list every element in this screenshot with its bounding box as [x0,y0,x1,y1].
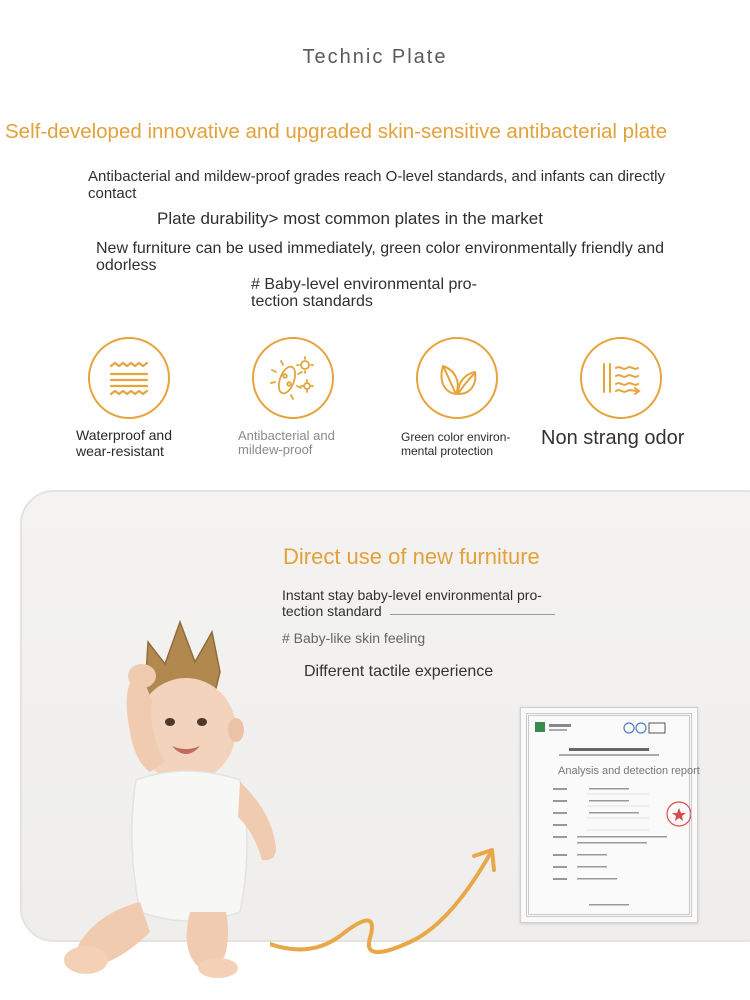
bacteria-icon [267,352,319,404]
detection-report-document [520,707,698,923]
odor-icon [595,352,647,404]
feature-label-green: Green color environ-mental protection [401,430,511,458]
feature-circle-antibacterial [252,337,334,419]
divider [390,614,555,615]
headline: Self-developed innovative and upgraded skin-sensitive antibacterial plate [5,120,668,143]
feature-label-odor: Non strang odor [541,427,685,449]
leaves-icon [431,352,483,404]
baby-photo [40,612,300,984]
waves-icon [103,352,155,404]
feature-circle-waterproof [88,337,170,419]
card-line-skin-feeling: # Baby-like skin feeling [282,630,426,646]
intro-line-durability: Plate durability> most common plates in the market [157,209,543,228]
report-illustration [529,716,691,916]
card-line-tactile: Different tactile experience [304,663,494,680]
section-title: Technic Plate [302,46,448,68]
intro-line-antibacterial: Antibacterial and mildew-proof grades reach O-level standards, and infants can directly contact [88,168,665,202]
report-border [526,713,692,917]
card-line-instant-stay: Instant stay baby-level environmental pro-tection standard [282,587,542,619]
intro-line-new-furniture: New furniture can be used immediately, green color environmentally friendly and odorless [96,240,664,274]
feature-label-antibacterial: Antibacterial and mildew-proof [238,428,335,457]
report-caption: Analysis and detection report [558,765,700,777]
intro-line-baby-standard: # Baby-level environmental pro-tection standards [251,276,477,310]
feature-circle-green [416,337,498,419]
feature-circle-odor [580,337,662,419]
feature-label-waterproof: Waterproof and wear-resistant [76,427,172,459]
arrow-icon [270,840,510,960]
card-title: Direct use of new furniture [283,544,540,569]
